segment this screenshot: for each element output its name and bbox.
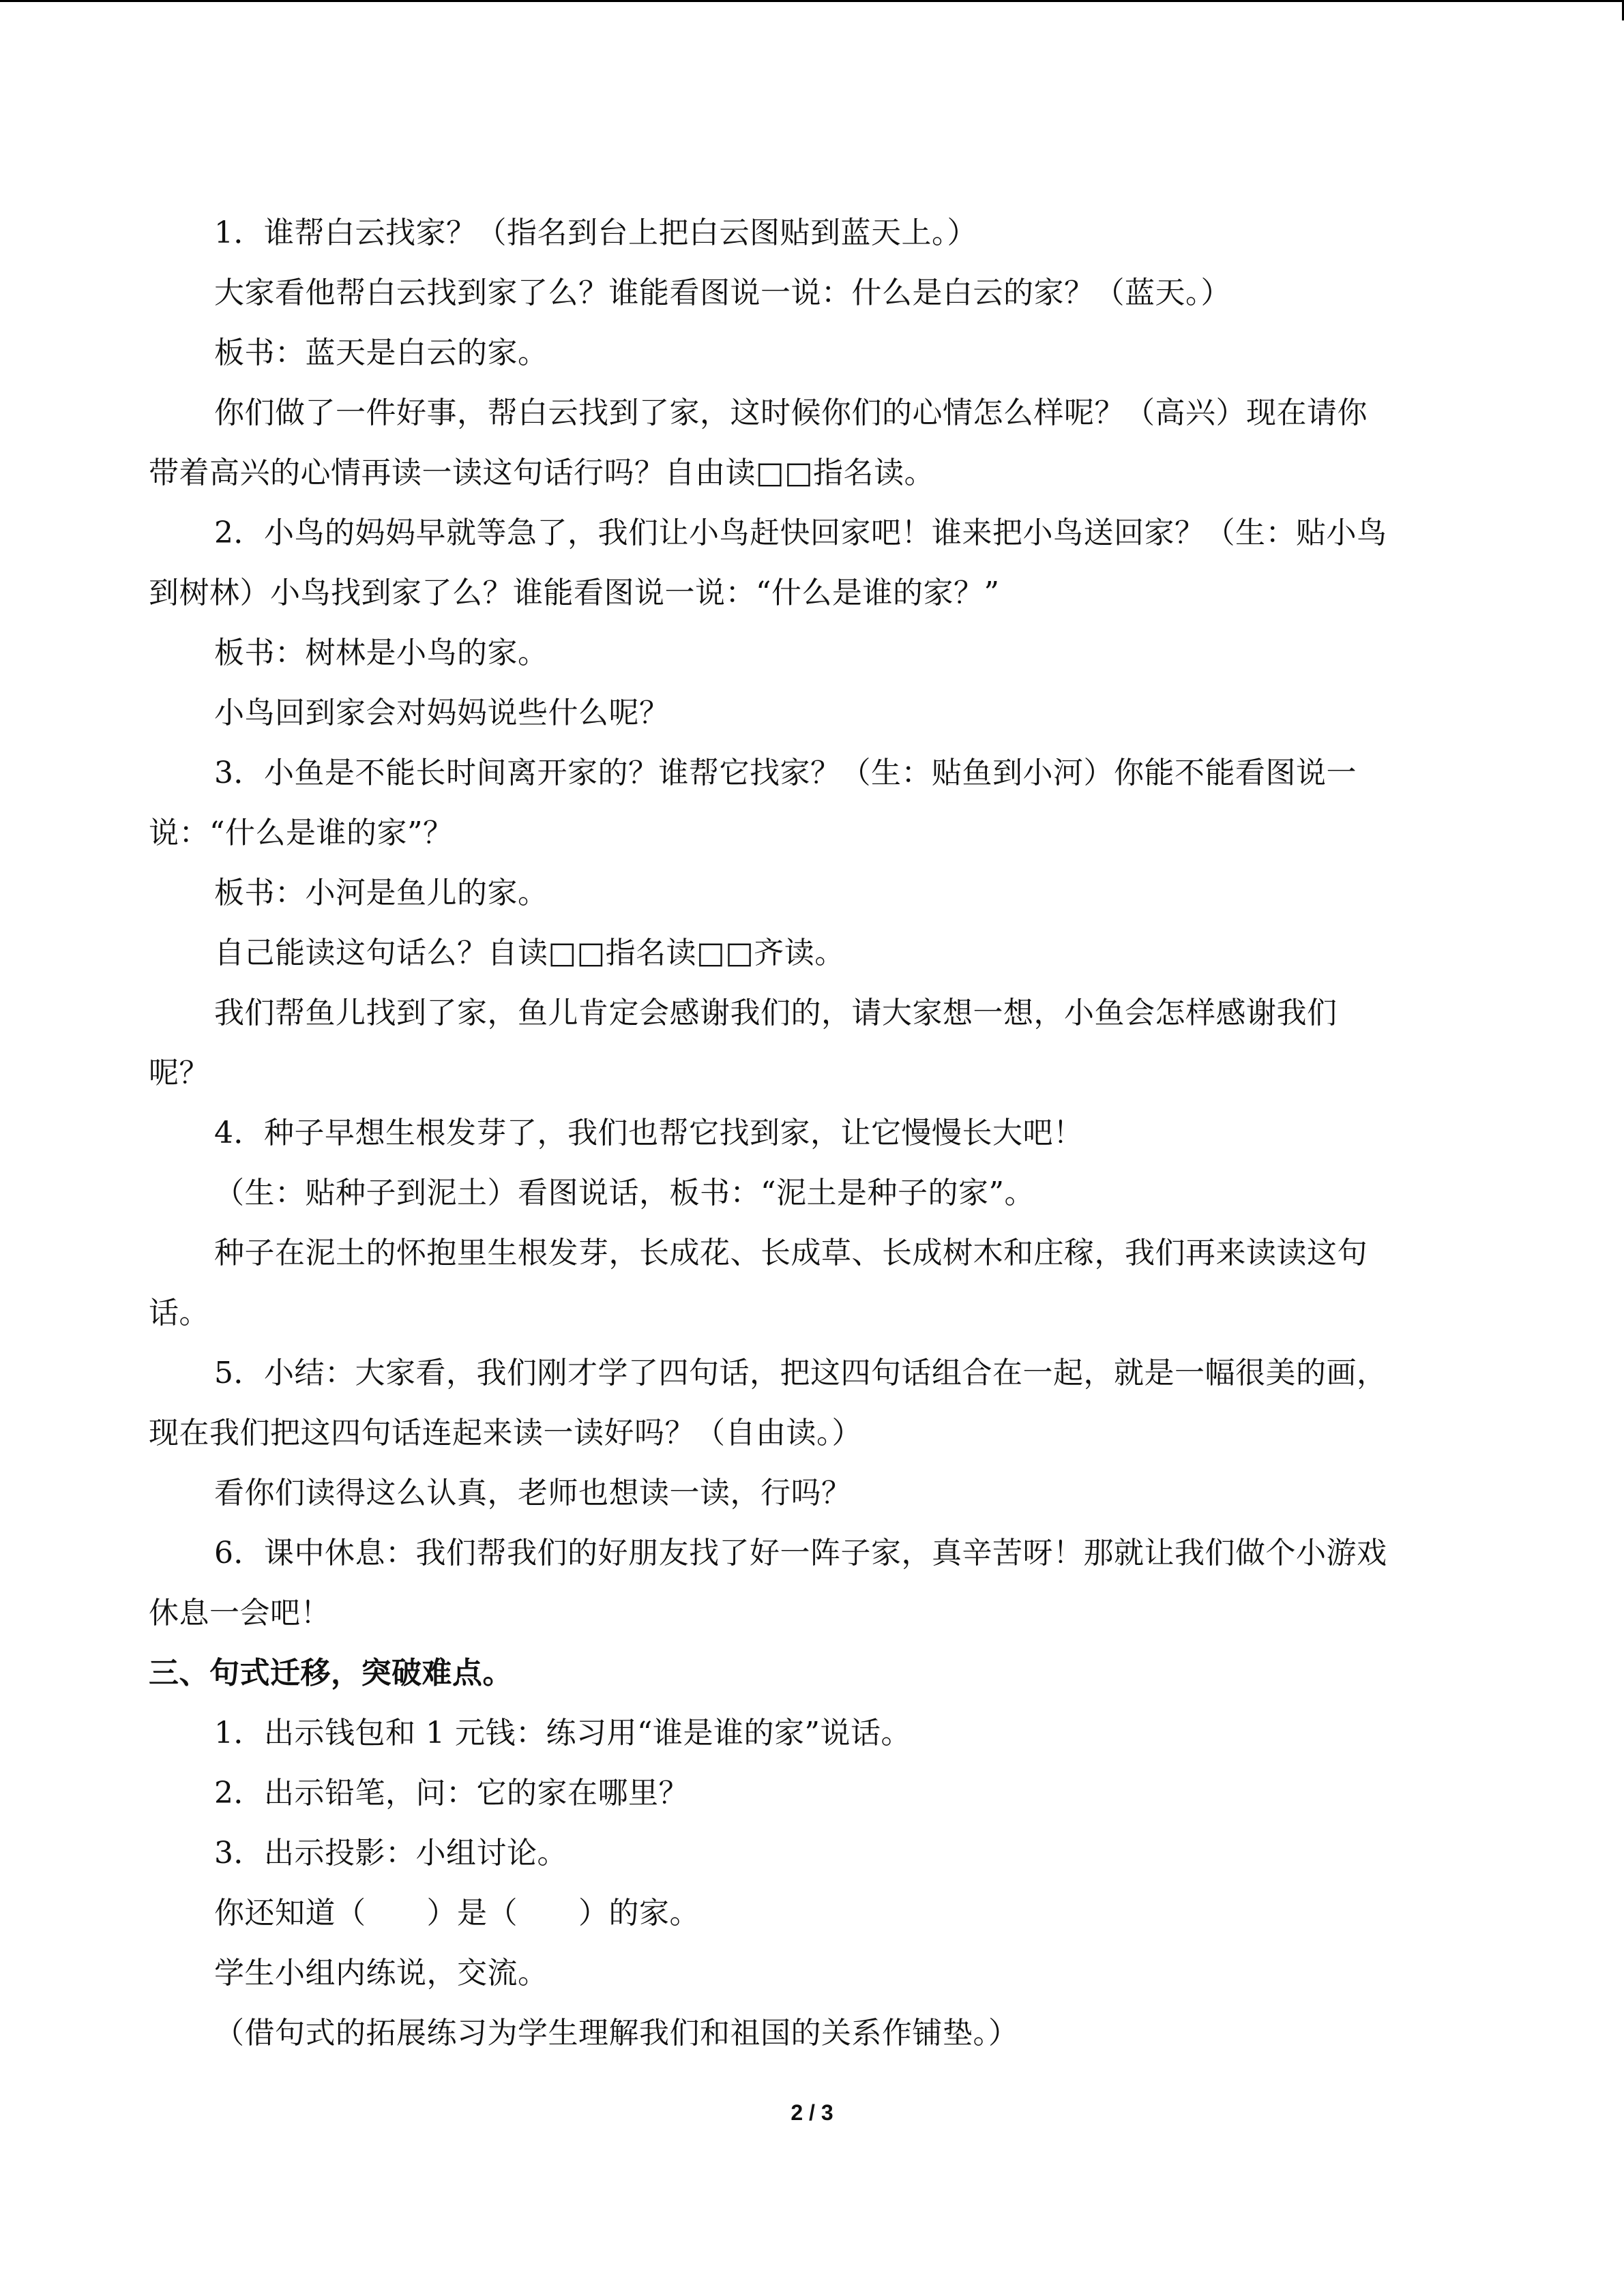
text-line: 到树林）小鸟找到家了么？谁能看图说一说：“什么是谁的家？”: [149, 576, 1000, 610]
text-line: 我们帮鱼儿找到了家，鱼儿肯定会感谢我们的，请大家想一想，小鱼会怎样感谢我们: [214, 996, 1338, 1030]
text-line: 3．出示投影：小组讨论。: [214, 1836, 567, 1870]
text-line: 2．出示铅笔，问：它的家在哪里？: [214, 1776, 689, 1810]
text-line: 种子在泥土的怀抱里生根发芽，长成花、长成草、长成树木和庄稼，我们再来读读这句: [214, 1236, 1368, 1270]
text-line: 2．小鸟的妈妈早就等急了，我们让小鸟赶快回家吧！谁来把小鸟送回家？（生：贴小鸟: [214, 516, 1387, 550]
text-line: 板书：小河是鱼儿的家。: [214, 876, 548, 910]
text-line: 小鸟回到家会对妈妈说些什么呢？: [214, 696, 670, 730]
text-line: 1．出示钱包和 1 元钱：练习用“谁是谁的家”说话。: [214, 1716, 911, 1750]
text-line: 你还知道（ ）是（ ）的家。: [214, 1896, 700, 1930]
text-line: 话。: [149, 1296, 209, 1330]
text-line: 现在我们把这四句话连起来读一读好吗？（自由读。）: [149, 1416, 862, 1450]
text-line: 板书：蓝天是白云的家。: [214, 336, 548, 370]
text-line: 5．小结：大家看，我们刚才学了四句话，把这四句话组合在一起，就是一幅很美的画，: [214, 1356, 1387, 1390]
text-line: 你们做了一件好事，帮白云找到了家，这时候你们的心情怎么样呢？（高兴）现在请你: [214, 396, 1368, 430]
text-line: 1．谁帮白云找家？（指名到台上把白云图贴到蓝天上。）: [214, 215, 977, 250]
page-number: 2 / 3: [791, 2100, 833, 2125]
text-line: 休息一会吧！: [149, 1596, 331, 1630]
section-heading: 三、句式迁移，突破难点。: [149, 1656, 513, 1690]
text-line: 板书：树林是小鸟的家。: [214, 636, 548, 670]
text-line: 学生小组内练说，交流。: [214, 1956, 548, 1991]
document-body: [149, 203, 1475, 2063]
text-line: （生：贴种子到泥土）看图说话，板书：“泥土是种子的家”。: [214, 1176, 1035, 1210]
text-line: 6．课中休息：我们帮我们的好朋友找了好一阵子家，真辛苦呀！那就让我们做个小游戏: [214, 1536, 1387, 1570]
text-line: 说：“什么是谁的家”？: [149, 816, 454, 850]
text-line: 大家看他帮白云找到家了么？谁能看图说一说：什么是白云的家？（蓝天。）: [214, 275, 1231, 310]
text-line: （借句式的拓展练习为学生理解我们和祖国的关系作铺垫。）: [214, 2016, 1019, 2051]
text-line: 看你们读得这么认真，老师也想读一读，行吗？: [214, 1476, 852, 1510]
text-line: 带着高兴的心情再读一读这句话行吗？自由读□□指名读。: [149, 456, 935, 490]
text-line: 4．种子早想生根发芽了，我们也帮它找到家，让它慢慢长大吧！: [214, 1116, 1084, 1150]
text-line: 3．小鱼是不能长时间离开家的？谁帮它找家？（生：贴鱼到小河）你能不能看图说一: [214, 756, 1357, 790]
text-line: 自己能读这句话么？自读□□指名读□□齐读。: [214, 936, 845, 970]
top-border-line: [0, 0, 1624, 2]
text-line: 呢？: [149, 1056, 209, 1090]
